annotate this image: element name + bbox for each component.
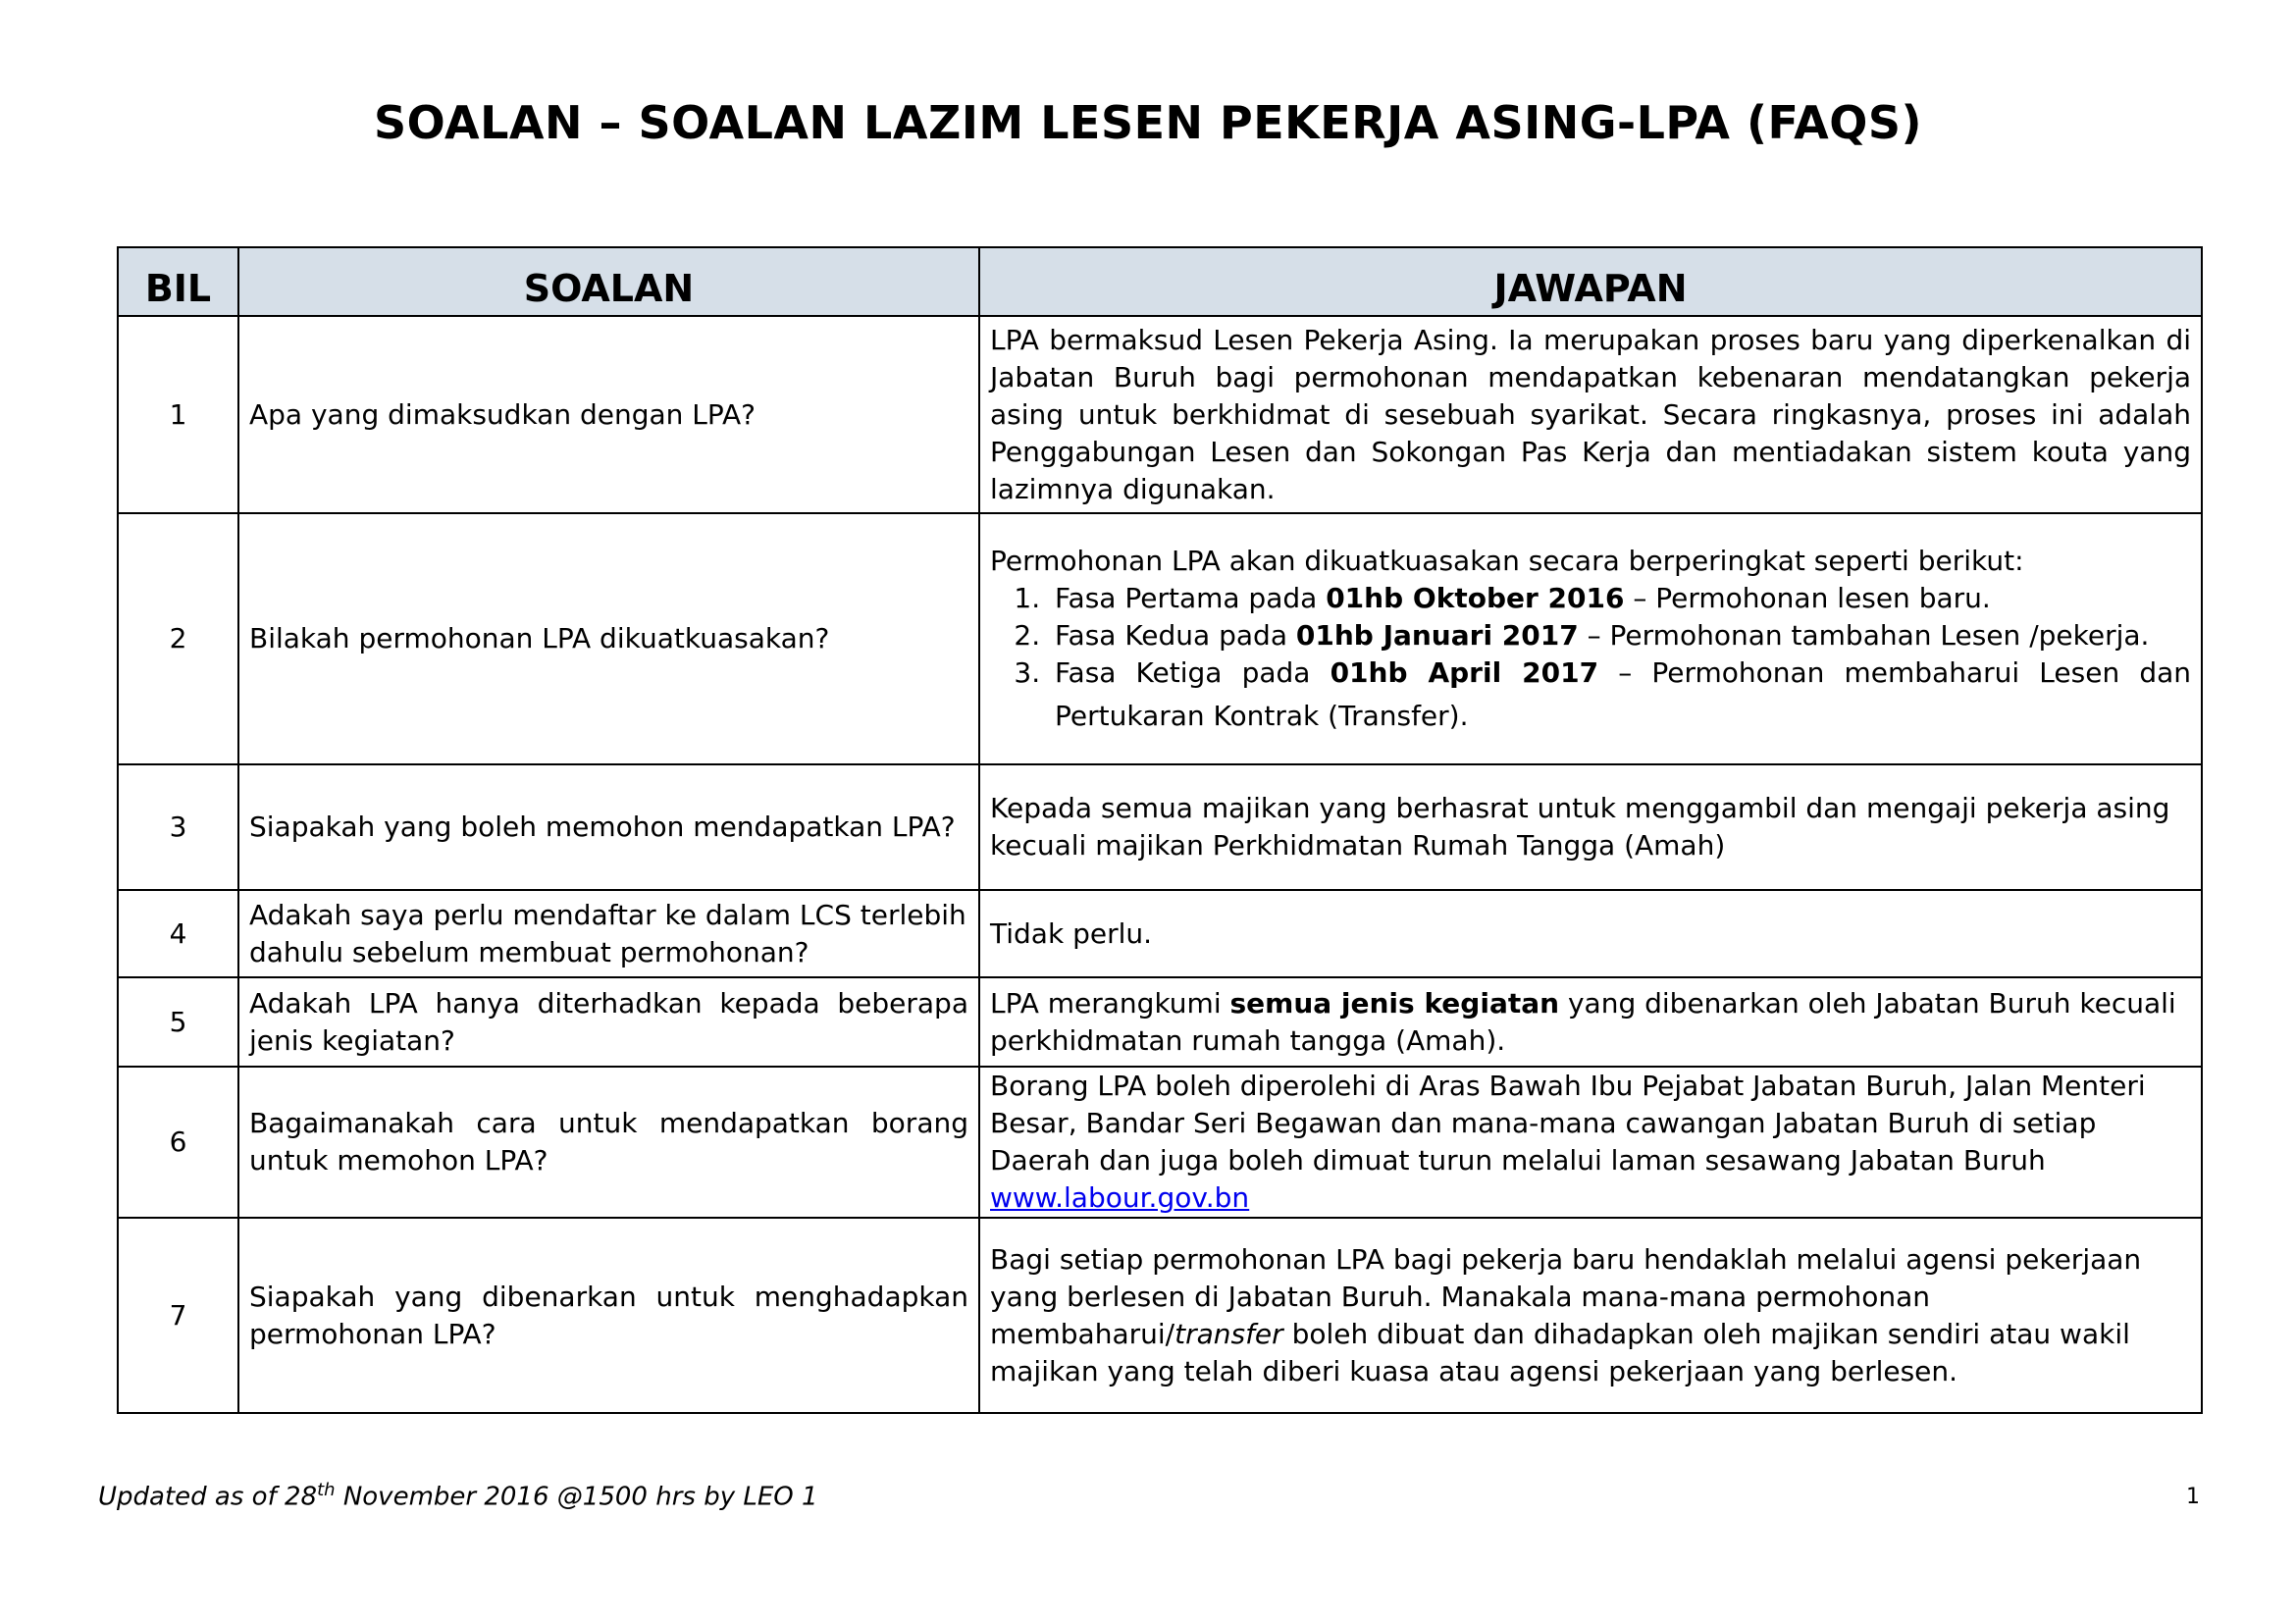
question-cell: Siapakah yang boleh memohon mendapatkan LPA? <box>238 764 979 890</box>
row-number: 7 <box>118 1218 238 1413</box>
question-cell: Siapakah yang dibenarkan untuk menghadapkan permohonan LPA? <box>238 1218 979 1413</box>
question-cell: Adakah saya perlu mendaftar ke dalam LCS terlebih dahulu sebelum membuat permohonan? <box>238 890 979 977</box>
answer-cell: Tidak perlu. <box>979 890 2202 977</box>
page-title: SOALAN – SOALAN LAZIM LESEN PEKERJA ASING-LPA (FAQS) <box>373 96 1923 149</box>
answer-cell <box>979 513 2202 764</box>
table-row <box>118 890 2202 977</box>
phase-text: – Permohonan tambahan Lesen /pekerja. <box>1578 619 2150 652</box>
footer-updated <box>98 1480 818 1512</box>
phase-text: Fasa Ketiga pada <box>1055 656 1331 689</box>
answer-text: Borang LPA boleh diperolehi di Aras Bawah Ibu Pejabat Jabatan Buruh, Jalan Menteri Besar, Bandar Seri Begawan dan mana-mana cawangan Jabatan Buruh di setiap Daerah dan juga boleh dimuat turun melalui laman sesawang Jabatan Buruh <box>990 1070 2146 1177</box>
answer-cell <box>979 1067 2202 1218</box>
row-number: 2 <box>118 513 238 764</box>
phase-date: 01hb Oktober 2016 <box>1326 582 1625 614</box>
row-number: 1 <box>118 316 238 513</box>
phase-item <box>1049 617 2191 654</box>
phase-text: Fasa Pertama pada <box>1055 582 1327 614</box>
phase-date: 01hb Januari 2017 <box>1295 619 1579 652</box>
phase-list <box>990 580 2191 735</box>
answer-text: boleh dibuat dan dihadapkan oleh majikan sendiri atau wakil majikan yang telah diberi kuasa atau agensi pekerjaan yang berlesen. <box>990 1317 2130 1387</box>
header-soalan: SOALAN <box>238 247 979 316</box>
answer-cell <box>979 1218 2202 1413</box>
question-cell: Adakah LPA hanya diterhadkan kepada beberapa jenis kegiatan? <box>238 977 979 1067</box>
row-number: 3 <box>118 764 238 890</box>
question-cell: Bilakah permohonan LPA dikuatkuasakan? <box>238 513 979 764</box>
answer-text: Bagi setiap permohonan LPA bagi pekerja baru hendaklah melalui agensi pekerjaan yang berlesen di Jabatan Buruh. Manakala mana-mana permohonan membaharui/ <box>990 1242 2142 1350</box>
header-jawapan: JAWAPAN <box>979 247 2202 316</box>
phase-text-continued: Pertukaran Kontrak (Transfer). <box>1055 700 1469 732</box>
table-row <box>118 1067 2202 1218</box>
table-header-row <box>118 247 2202 316</box>
answer-cell: Kepada semua majikan yang berhasrat untuk menggambil dan mengaji pekerja asing kecuali majikan Perkhidmatan Rumah Tangga (Amah) <box>979 764 2202 890</box>
phase-text: – Permohonan membaharui Lesen dan <box>1598 656 2191 689</box>
answer-cell: LPA bermaksud Lesen Pekerja Asing. Ia merupakan proses baru yang diperkenalkan di Jabatan Buruh bagi permohonan mendapatkan kebenaran mendatangkan pekerja asing untuk berkhidmat di sesebuah syarikat. Secara ringkasnya, proses ini adalah Penggabungan Lesen dan Sokongan Pas Kerja dan mentiadakan sistem kouta yang lazimnya digunakan. <box>979 316 2202 513</box>
table-row <box>118 513 2202 764</box>
answer-emphasis: semua jenis kegiatan <box>1229 986 1560 1020</box>
row-number: 4 <box>118 890 238 977</box>
table-row <box>118 1218 2202 1413</box>
phase-text: Fasa Kedua pada <box>1055 619 1296 652</box>
table-row <box>118 316 2202 513</box>
answer-text: yang dibenarkan oleh Jabatan Buruh kecuali perkhidmatan rumah tangga (Amah). <box>990 986 2176 1057</box>
answer-italic: transfer <box>1174 1317 1283 1350</box>
phase-date: 01hb April 2017 <box>1330 656 1599 689</box>
footer-text: November 2016 @1500 hrs by LEO 1 <box>335 1482 818 1512</box>
labour-website-link[interactable]: www.labour.gov.bn <box>990 1181 1250 1214</box>
header-bil: BIL <box>118 247 238 316</box>
row-number: 6 <box>118 1067 238 1218</box>
phase-text: – Permohonan lesen baru. <box>1624 582 1991 614</box>
answer-text: LPA merangkumi <box>990 986 1230 1020</box>
footer-superscript: th <box>317 1480 336 1500</box>
answer-intro: Permohonan LPA akan dikuatkuasakan secara berperingkat seperti berikut: <box>990 545 2024 577</box>
question-cell: Bagaimanakah cara untuk mendapatkan borang untuk memohon LPA? <box>238 1067 979 1218</box>
footer-text: Updated as of 28 <box>98 1482 318 1512</box>
row-number: 5 <box>118 977 238 1067</box>
answer-cell <box>979 977 2202 1067</box>
table-row <box>118 977 2202 1067</box>
phase-item <box>1049 654 2191 735</box>
faq-table <box>117 246 2203 1414</box>
table-row <box>118 764 2202 890</box>
question-cell: Apa yang dimaksudkan dengan LPA? <box>238 316 979 513</box>
page-number: 1 <box>2186 1485 2200 1509</box>
phase-item <box>1049 580 2191 617</box>
